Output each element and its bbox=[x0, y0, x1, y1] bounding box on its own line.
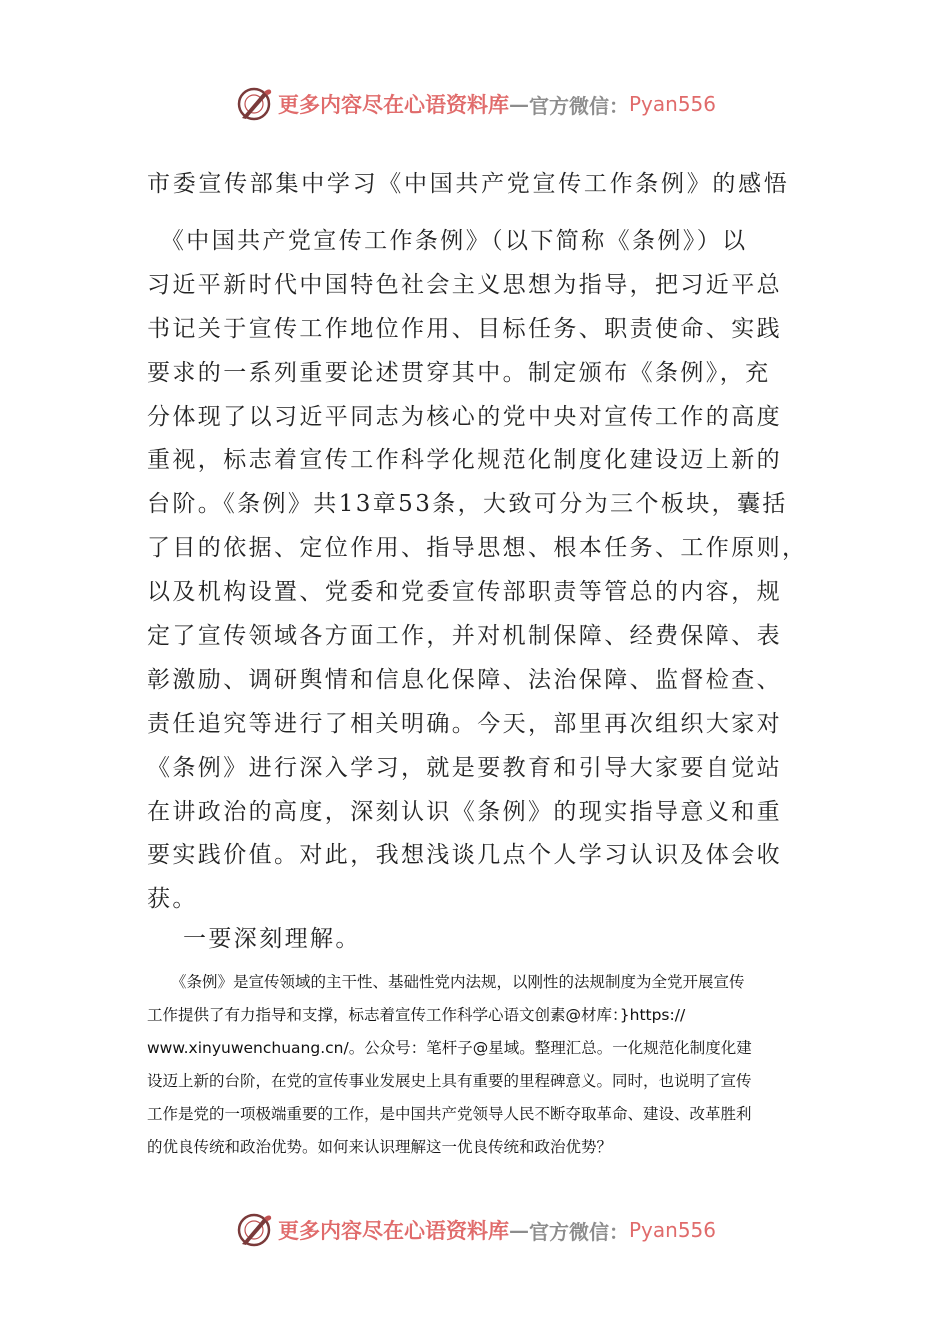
banner-wechat-label: 官方微信： bbox=[528, 1219, 629, 1244]
banner-wechat-id: Pyan556 bbox=[628, 92, 716, 116]
paragraph-line: 习近平新时代中国特色社会主义思想为指导，把习近平总 bbox=[147, 271, 782, 298]
paragraph-line: 了目的依据、定位作用、指导思想、根本任务、工作原则， bbox=[147, 535, 808, 562]
paragraph-line: 书记关于宣传工作地位作用、目标任务、职责使命、实践 bbox=[147, 315, 782, 342]
paragraph-line: 重视，标志着宣传工作科学化规范化制度化建设迈上新的 bbox=[147, 447, 782, 474]
banner-dash: — bbox=[508, 1218, 529, 1242]
banner-site-text: 更多内容尽在心语资料库 bbox=[277, 1218, 509, 1243]
banner-wechat-label: 官方微信： bbox=[528, 93, 629, 118]
paragraph-line: 在讲政治的高度，深刻认识《条例》的现实指导意义和重 bbox=[147, 798, 782, 825]
paragraph-line: 分体现了以习近平同志为核心的党中央对宣传工作的高度 bbox=[147, 403, 782, 430]
document-title: 市委宣传部集中学习《中国共产党宣传工作条例》的感悟 bbox=[147, 171, 790, 197]
section-line: 《条例》是宣传领域的主干性、基础性党内法规，以刚性的法规制度为全党开展宣传 bbox=[171, 973, 745, 991]
banner-wechat-id: Pyan556 bbox=[628, 1218, 716, 1242]
main-paragraph bbox=[147, 220, 812, 922]
paragraph-line: 彰激励、调研舆情和信息化保障、法治保障、监督检查、 bbox=[147, 666, 782, 693]
footer-banner bbox=[0, 1208, 950, 1252]
paragraph-line: 《条例》进行深入学习，就是要教育和引导大家要自觉站 bbox=[147, 754, 782, 781]
banner-dash: — bbox=[508, 92, 529, 116]
section-line: 工作是党的一项极端重要的工作，是中国共产党领导人民不断夺取革命、建设、改革胜利 bbox=[147, 1105, 752, 1123]
section-line: www.xinyuwenchuang.cn/。公众号：笔杆子@星域。整理汇总。一化规范化制度化建 bbox=[147, 1039, 752, 1057]
paragraph-line: 要实践价值。对此，我想浅谈几点个人学习认识及体会收 bbox=[147, 842, 782, 869]
paragraph-line: 要求的一系列重要论述贯穿其中。制定颁布《条例》，充 bbox=[147, 359, 771, 386]
paragraph-line: 以及机构设置、党委和党委宣传部职责等管总的内容，规 bbox=[147, 579, 782, 606]
section-line: 设迈上新的台阶，在党的宣传事业发展史上具有重要的里程碑意义。同时，也说明了宣传 bbox=[147, 1072, 752, 1090]
section-heading: 一要深刻理解。 bbox=[183, 926, 361, 952]
paragraph-line: 定了宣传领域各方面工作，并对机制保障、经费保障、表 bbox=[147, 623, 782, 650]
paragraph-line: 《中国共产党宣传工作条例》（以下简称《条例》）以 bbox=[147, 228, 748, 254]
section-paragraph bbox=[147, 966, 812, 1164]
section-line: 工作提供了有力指导和支撑，标志着宣传工作科学心语文创素@材库：}https:// bbox=[147, 1006, 686, 1024]
banner-site-text: 更多内容尽在心语资料库 bbox=[277, 92, 509, 117]
paragraph-line: 台阶。《条例》共13章53条，大致可分为三个板块，囊括 bbox=[147, 491, 788, 518]
paragraph-line: 获。 bbox=[147, 886, 198, 913]
paragraph-line: 责任追究等进行了相关明确。今天，部里再次组织大家对 bbox=[147, 710, 782, 737]
quill-pen-seal-icon bbox=[234, 84, 274, 124]
section-line: 的优良传统和政治优势。如何来认识理解这一优良传统和政治优势？ bbox=[147, 1138, 613, 1156]
quill-pen-seal-icon bbox=[234, 1210, 274, 1250]
header-banner bbox=[0, 82, 950, 126]
